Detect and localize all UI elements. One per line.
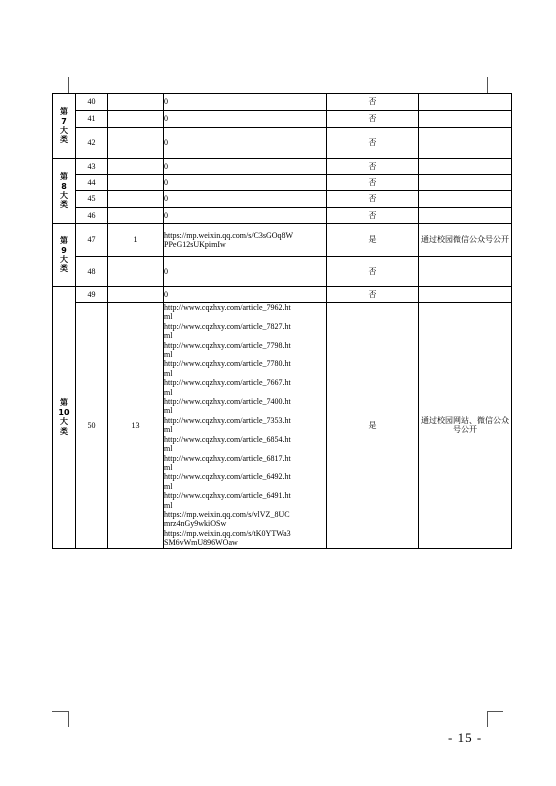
- page-number: - 15 -: [448, 730, 483, 745]
- url-line: http://www.cqzhxy.com/article_7667.ht: [164, 378, 291, 388]
- url-line: 0: [164, 210, 168, 220]
- url-line: https://mp.weixin.qq.com/s/tK0YTWa3: [164, 528, 291, 538]
- url-line: SM6vWmU896WOaw: [164, 538, 238, 548]
- url-line: http://www.cqzhxy.com/article_7400.ht: [164, 397, 291, 407]
- url-cell: [164, 128, 327, 159]
- url-line: http://www.cqzhxy.com/article_7827.ht: [164, 321, 291, 331]
- url-line: 0: [164, 114, 168, 124]
- count-cell: 1: [108, 224, 164, 257]
- count-cell: [108, 175, 164, 191]
- url-line: ml: [164, 368, 173, 378]
- count-cell: [108, 94, 164, 111]
- table-row: [53, 111, 512, 128]
- remark-cell: [419, 191, 512, 208]
- url-cell: [164, 287, 327, 303]
- url-cell: [164, 208, 327, 224]
- category-char: 8: [61, 181, 67, 191]
- crop-mark: [52, 711, 68, 712]
- url-line: 0: [164, 289, 168, 299]
- category-char: 第: [60, 172, 68, 182]
- url-cell: [164, 257, 327, 287]
- crop-mark: [68, 711, 69, 727]
- url-line: mrz4nGy9wkiOSw: [164, 519, 227, 529]
- url-line: ml: [164, 425, 173, 435]
- category-char: 7: [61, 116, 67, 126]
- row-number-cell: 45: [76, 191, 108, 208]
- row-number-cell: 49: [76, 287, 108, 303]
- url-line: http://www.cqzhxy.com/article_7798.ht: [164, 340, 291, 350]
- url-line: ml: [164, 500, 173, 510]
- public-status-cell: 否: [327, 287, 419, 303]
- url-cell: [164, 94, 327, 111]
- public-status-cell: 否: [327, 257, 419, 287]
- table-row: [53, 94, 512, 111]
- remark-cell: [419, 111, 512, 128]
- table-row: [53, 191, 512, 208]
- table-body: [53, 94, 512, 549]
- category-cell: [53, 94, 76, 159]
- url-line: 0: [164, 177, 168, 187]
- table-row: [53, 303, 512, 549]
- category-cell: [53, 287, 76, 549]
- category-char: 大: [60, 255, 68, 264]
- category-cell: [53, 159, 76, 224]
- remark-cell: [419, 175, 512, 191]
- crop-mark: [487, 77, 488, 93]
- url-line: ml: [164, 331, 173, 341]
- public-status-cell: 否: [327, 128, 419, 159]
- category-char: 类: [60, 200, 68, 210]
- category-char: 10: [58, 407, 70, 417]
- url-line: ml: [164, 481, 173, 491]
- url-cell: [164, 303, 327, 549]
- public-status-cell: 否: [327, 94, 419, 111]
- row-number-cell: 42: [76, 128, 108, 159]
- public-status-cell: 否: [327, 175, 419, 191]
- disclosure-table: [52, 93, 512, 549]
- url-line: ml: [164, 350, 173, 360]
- count-cell: [108, 287, 164, 303]
- count-cell: [108, 111, 164, 128]
- public-status-cell: 否: [327, 111, 419, 128]
- count-cell: 13: [108, 303, 164, 549]
- url-line: 0: [164, 266, 168, 276]
- url-line: 0: [164, 97, 168, 107]
- url-cell: [164, 159, 327, 175]
- count-cell: [108, 128, 164, 159]
- category-char: 大: [60, 191, 68, 200]
- row-number-cell: 44: [76, 175, 108, 191]
- row-number-cell: 48: [76, 257, 108, 287]
- table-row: [53, 208, 512, 224]
- category-char: 第: [60, 236, 68, 246]
- category-char: 第: [60, 398, 68, 408]
- category-char: 第: [60, 107, 68, 117]
- crop-mark: [68, 77, 69, 93]
- table-row: [53, 257, 512, 287]
- url-line: http://www.cqzhxy.com/article_6854.ht: [164, 434, 291, 444]
- row-number-cell: 40: [76, 94, 108, 111]
- count-cell: [108, 208, 164, 224]
- crop-mark: [487, 711, 488, 727]
- category-char: 大: [60, 417, 68, 427]
- remark-cell: [419, 287, 512, 303]
- url-line: https://mp.weixin.qq.com/s/C3sGOq8W: [164, 230, 294, 240]
- remark-cell: [419, 128, 512, 159]
- public-status-cell: 否: [327, 208, 419, 224]
- category-char: 类: [60, 264, 68, 274]
- url-line: 0: [164, 161, 168, 171]
- remark-cell: 通过校园网站、微信公众号公开: [419, 303, 512, 549]
- table-row: [53, 287, 512, 303]
- url-line: http://www.cqzhxy.com/article_6491.ht: [164, 491, 291, 501]
- remark-cell: [419, 208, 512, 224]
- url-line: ml: [164, 406, 173, 416]
- count-cell: [108, 257, 164, 287]
- table-row: [53, 128, 512, 159]
- count-cell: [108, 191, 164, 208]
- category-char: 9: [61, 245, 67, 255]
- table-row: [53, 224, 512, 257]
- url-cell: [164, 175, 327, 191]
- row-number-cell: 47: [76, 224, 108, 257]
- url-line: 0: [164, 194, 168, 204]
- url-line: http://www.cqzhxy.com/article_6817.ht: [164, 453, 291, 463]
- public-status-cell: 是: [327, 224, 419, 257]
- url-line: http://www.cqzhxy.com/article_7780.ht: [164, 359, 291, 369]
- row-number-cell: 46: [76, 208, 108, 224]
- url-line: PPeG12sUKpimIw: [164, 240, 226, 249]
- count-cell: [108, 159, 164, 175]
- crop-mark: [487, 711, 503, 712]
- url-cell: [164, 191, 327, 208]
- category-cell: [53, 224, 76, 287]
- url-cell: [164, 224, 327, 257]
- url-line: ml: [164, 387, 173, 397]
- public-status-cell: 是: [327, 303, 419, 549]
- url-line: http://www.cqzhxy.com/article_6492.ht: [164, 472, 291, 482]
- url-line: http://www.cqzhxy.com/article_7962.ht: [164, 303, 291, 312]
- public-status-cell: 否: [327, 191, 419, 208]
- row-number-cell: 41: [76, 111, 108, 128]
- url-line: ml: [164, 312, 173, 322]
- remark-cell: [419, 94, 512, 111]
- table-row: [53, 175, 512, 191]
- category-char: 类: [60, 426, 68, 436]
- table-row: [53, 159, 512, 175]
- url-line: ml: [164, 444, 173, 454]
- remark-cell: 通过校园微信公众号公开: [419, 224, 512, 257]
- url-line: http://www.cqzhxy.com/article_7353.ht: [164, 415, 291, 425]
- public-status-cell: 否: [327, 159, 419, 175]
- row-number-cell: 50: [76, 303, 108, 549]
- url-line: 0: [164, 138, 168, 148]
- url-cell: [164, 111, 327, 128]
- category-char: 大: [60, 126, 68, 135]
- category-char: 类: [60, 135, 68, 145]
- remark-cell: [419, 159, 512, 175]
- row-number-cell: 43: [76, 159, 108, 175]
- remark-cell: [419, 257, 512, 287]
- url-line: https://mp.weixin.qq.com/s/vlVZ_8UC: [164, 509, 290, 519]
- url-line: ml: [164, 462, 173, 472]
